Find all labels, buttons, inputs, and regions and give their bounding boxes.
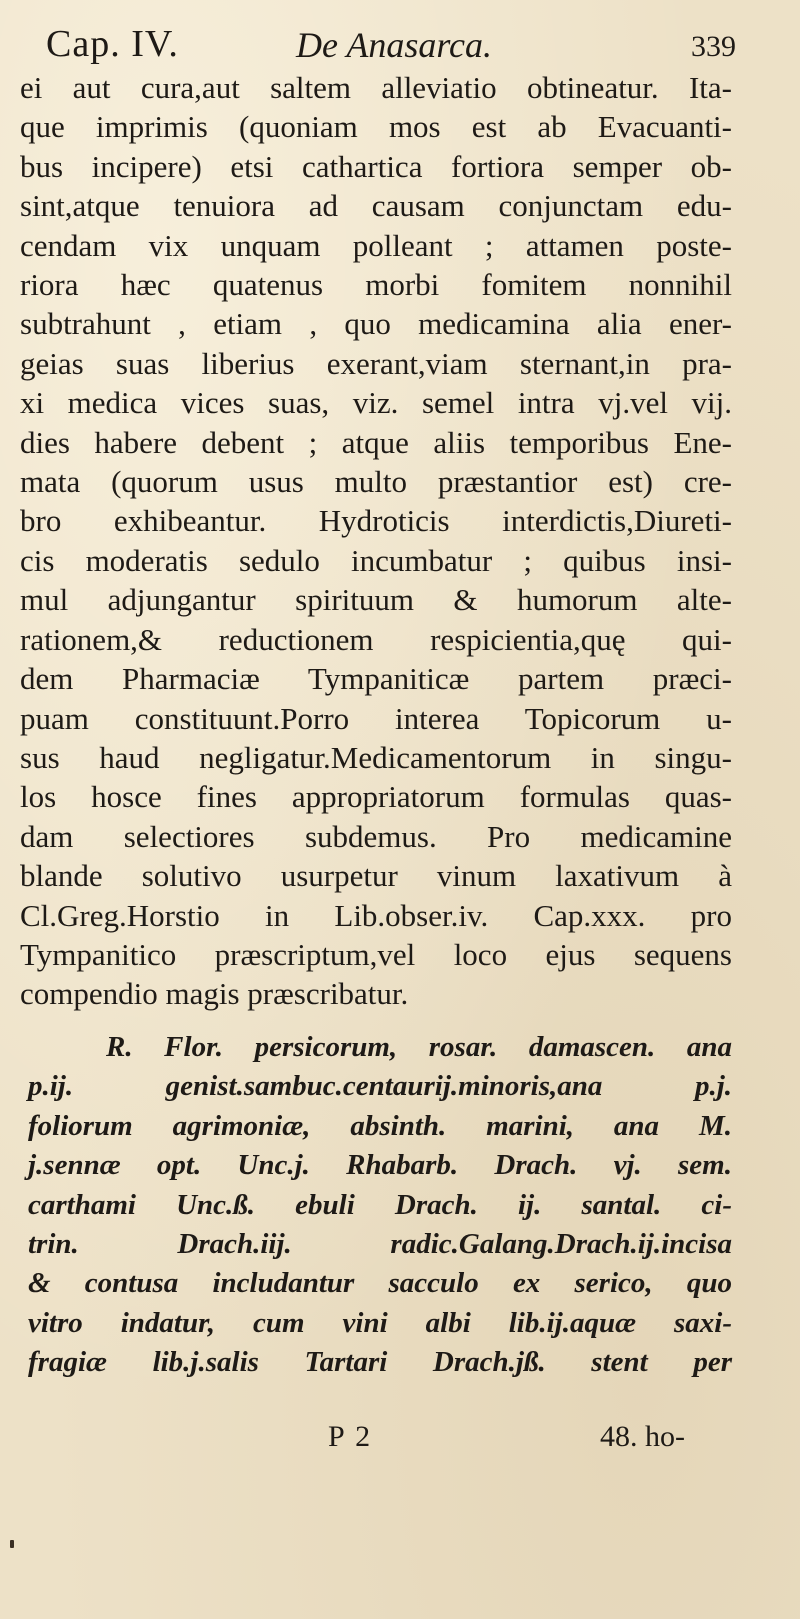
text-line: riora hæc quatenus morbi fomitem nonnihil xyxy=(20,267,732,303)
catchword: 48. ho- xyxy=(600,1420,685,1453)
ink-speck xyxy=(10,1540,14,1548)
text-line: los hosce fines appropriatorum formulas quas- xyxy=(20,779,732,815)
recipe-line: trin. Drach.iij. radic.Galang.Drach.ij.incisa xyxy=(28,1228,732,1261)
page-number: 339 xyxy=(691,30,736,63)
text-line: mata (quorum usus multo præstantior est) cre- xyxy=(20,464,732,500)
text-line: dam selectiores subdemus. Pro medicamine xyxy=(20,818,732,854)
body-text xyxy=(20,68,732,1014)
text-line: ei aut cura,aut saltem alleviatio obtineatur. Ita- xyxy=(20,70,732,105)
text-line: geias suas liberius exerant,viam sternant,in pra- xyxy=(20,345,732,381)
text-line: dem Pharmaciæ Tympaniticæ partem præci- xyxy=(20,661,732,697)
running-head xyxy=(46,22,736,70)
text-line: Cl.Greg.Horstio in Lib.obser.iv. Cap.xxx. pro xyxy=(20,897,732,933)
text-line: sus haud negligatur.Medicamentorum in singu- xyxy=(20,739,732,775)
text-line: rationem,& reductionem respicientia,quę qui- xyxy=(20,621,732,657)
chapter-heading: Cap. IV. xyxy=(46,23,179,65)
text-line: cis moderatis sedulo incumbatur ; quibus insi- xyxy=(20,542,732,578)
recipe-block xyxy=(28,1028,732,1383)
recipe-line: j.sennæ opt. Unc.j. Rhabarb. Drach. vj. sem. xyxy=(28,1149,732,1182)
text-line: sint,atque tenuiora ad causam conjunctam edu- xyxy=(20,188,732,224)
signature-mark: P 2 xyxy=(328,1420,373,1453)
recipe-line: fragiæ lib.j.salis Tartari Drach.jß. stent per xyxy=(28,1346,732,1379)
text-line: mul adjungantur spirituum & humorum alte- xyxy=(20,582,732,618)
recipe-line: carthami Unc.ß. ebuli Drach. ij. santal. ci- xyxy=(28,1188,732,1221)
recipe-line: & contusa includantur sacculo ex serico, quo xyxy=(28,1267,732,1300)
section-title: De Anasarca. xyxy=(296,25,492,65)
text-line: dies habere debent ; atque aliis temporibus Ene- xyxy=(20,424,732,460)
text-line: puam constituunt.Porro interea Topicorum u- xyxy=(20,700,732,736)
text-line: Tympanitico præscriptum,vel loco ejus sequens xyxy=(20,936,732,972)
text-line: blande solutivo usurpetur vinum laxativum à xyxy=(20,858,732,894)
text-line: compendio magis præscribatur. xyxy=(20,976,409,1012)
text-line: bro exhibeantur. Hydroticis interdictis,Diureti- xyxy=(20,503,732,539)
recipe-line: p.ij. genist.sambuc.centaurij.minoris,ana p.j. xyxy=(28,1070,732,1103)
recipe-line: R. Flor. persicorum, rosar. damascen. ana xyxy=(106,1031,732,1063)
text-line: subtrahunt , etiam , quo medicamina alia ener- xyxy=(20,306,732,342)
text-line: xi medica vices suas, viz. semel intra vj.vel vij. xyxy=(20,385,732,421)
text-line: bus incipere) etsi cathartica fortiora semper ob- xyxy=(20,148,732,184)
text-line: que imprimis (quoniam mos est ab Evacuanti- xyxy=(20,109,732,145)
text-line: cendam vix unquam polleant ; attamen poste- xyxy=(20,227,732,263)
recipe-line: foliorum agrimoniæ, absinth. marini, ana M. xyxy=(28,1109,732,1142)
recipe-line: vitro indatur, cum vini albi lib.ij.aquæ saxi- xyxy=(28,1306,732,1339)
